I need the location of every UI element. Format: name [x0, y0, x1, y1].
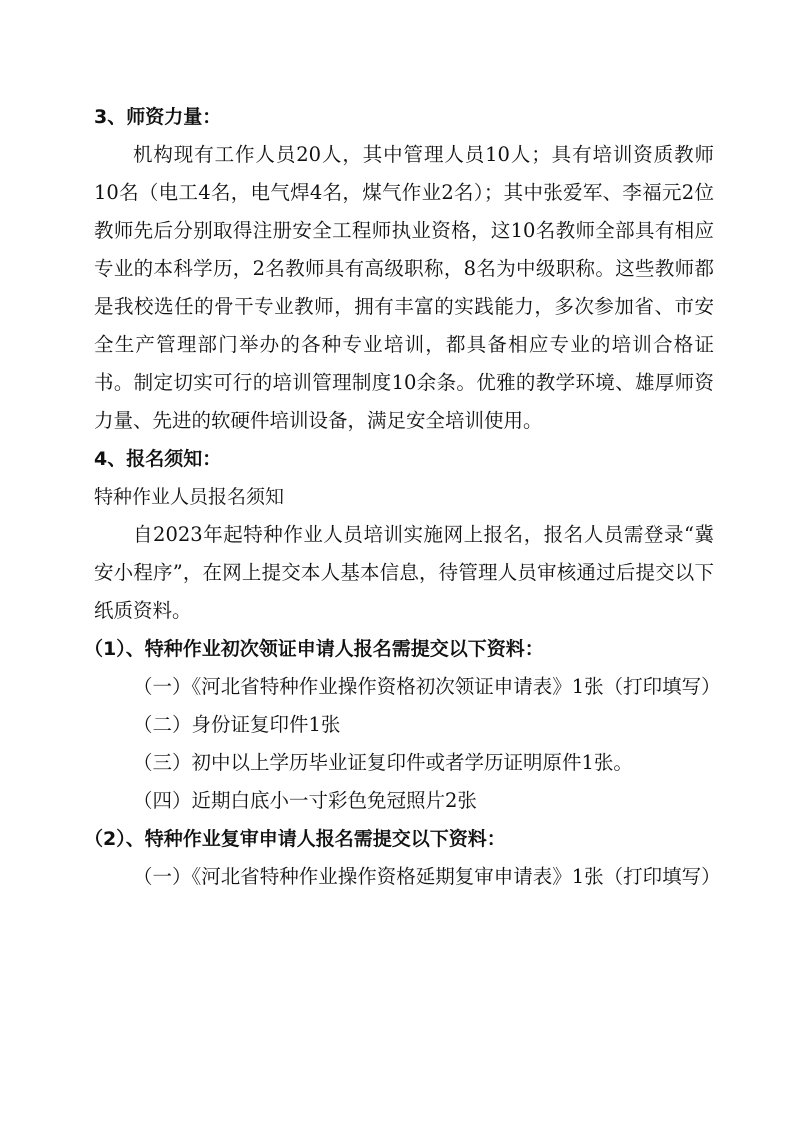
- group1-item: （四）近期白底小一寸彩色免冠照片2张: [133, 789, 477, 812]
- group1-item: （三）初中以上学历毕业证复印件或者学历证明原件1张。: [133, 751, 633, 774]
- document-content: [84, 98, 721, 896]
- section4-intro: 自2023年起特种作业人员培训实施网上报名，报名人员需登录“冀安小程序”，在网上提交本人基本信息，待管理人员审核通过后提交以下纸质资料。: [94, 523, 714, 622]
- group1-title: （1）、特种作业初次领证申请人报名需提交以下资料：: [84, 638, 544, 660]
- group1-item: （一）《河北省特种作业操作资格初次领证申请表》1张（打印填写）: [133, 675, 721, 698]
- group1-item: （二）身份证复印件1张: [133, 713, 341, 736]
- group2-title: （2）、特种作业复审申请人报名需提交以下资料：: [84, 828, 506, 850]
- section4-heading: 4、报名须知：: [94, 448, 222, 470]
- section3-paragraph: 机构现有工作人员20人，其中管理人员10人；具有培训资质教师10名（电工4名，电气焊4名，煤气作业2名）；其中张爱军、李福元2位教师先后分别取得注册安全工程师执业资格，这10名教师全部具有相应专业的本科学历，2名教师具有高级职称，8名为中级职称。这些教师都是我校选任的骨干专业教师，拥有丰富的实践能力，多次参加省、市安全生产管理部门举办的各种专业培训，都具备相应专业的培训合格证书。制定切实可行的培训管理制度10余条。优雅的教学环境、雄厚师资力量、先进的软硬件培训设备，满足安全培训使用。: [94, 143, 714, 432]
- section3-heading: 3、师资力量：: [94, 106, 222, 128]
- group2-item: （一）《河北省特种作业操作资格延期复审申请表》1张（打印填写）: [133, 865, 721, 888]
- section4-subheading: 特种作业人员报名须知: [94, 486, 285, 508]
